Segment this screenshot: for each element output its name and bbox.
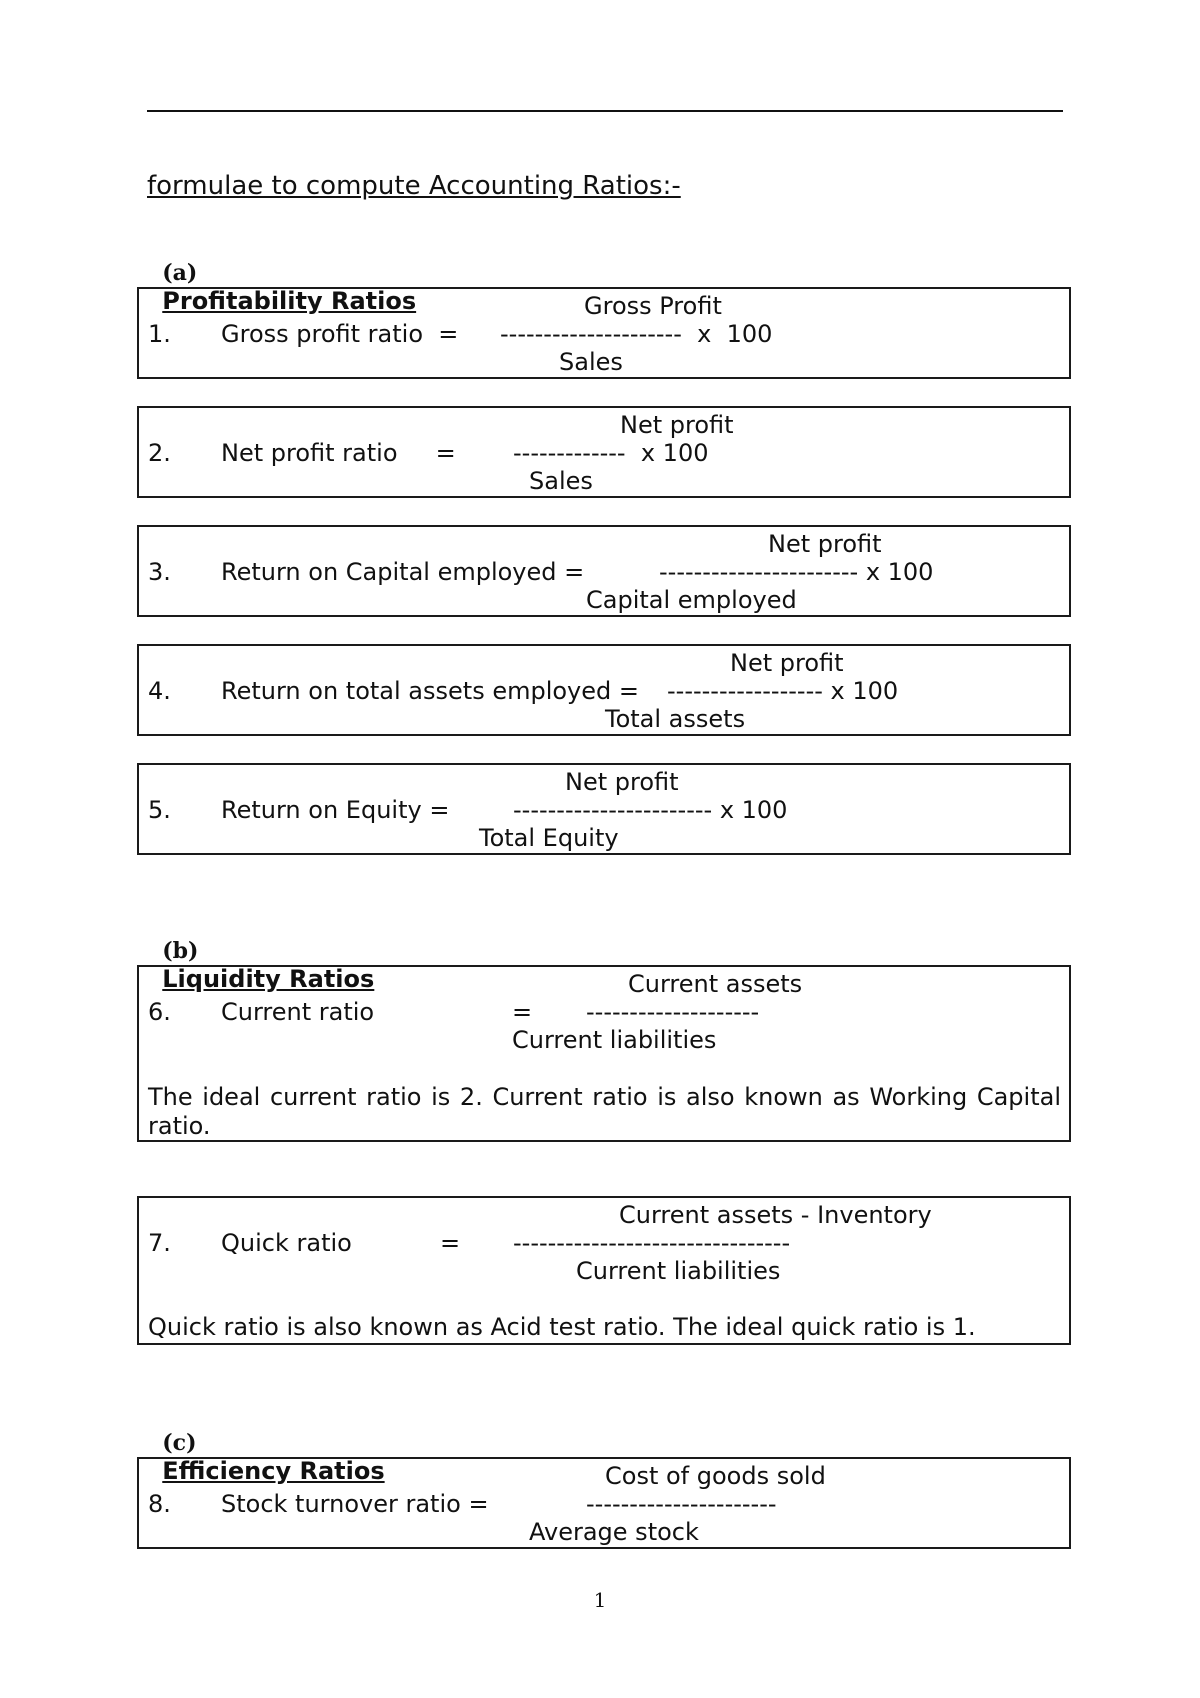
- numerator: Current assets: [628, 970, 803, 998]
- numerator: Net profit: [768, 530, 882, 558]
- denominator: Current liabilities: [512, 1026, 717, 1054]
- section-letter: (b): [162, 938, 199, 964]
- ratio-label: Net profit ratio =: [221, 439, 456, 467]
- fraction-bar: --------------------: [586, 998, 760, 1026]
- ratio-box-8: [137, 1457, 1071, 1549]
- fraction-bar: ----------------------- x 100: [659, 558, 934, 586]
- fraction-bar: ----------------------- x 100: [513, 796, 788, 824]
- numerator: Gross Profit: [584, 292, 722, 320]
- fraction-bar: ----------------------: [586, 1490, 777, 1518]
- ratio-box-2: [137, 406, 1071, 498]
- fraction-bar: ------------------ x 100: [667, 677, 899, 705]
- denominator: Current liabilities: [576, 1257, 781, 1285]
- ratio-number: 1.: [148, 320, 171, 348]
- top-rule: [147, 110, 1063, 112]
- ratio-label: Current ratio: [221, 998, 375, 1026]
- ratio-label: Return on Capital employed =: [221, 558, 585, 586]
- fraction-bar: --------------------- x 100: [500, 320, 773, 348]
- ratio-number: 4.: [148, 677, 171, 705]
- ratio-note: Quick ratio is also known as Acid test ratio. The ideal quick ratio is 1.: [148, 1313, 976, 1341]
- ratio-number: 7.: [148, 1229, 171, 1257]
- denominator: Average stock: [529, 1518, 699, 1546]
- ratio-label: Stock turnover ratio =: [221, 1490, 489, 1518]
- section-letter: (c): [162, 1430, 197, 1456]
- section-letter: (a): [162, 260, 198, 286]
- ratio-note: The ideal current ratio is 2. Current ratio is also known as Working Capital ratio.: [148, 1083, 1061, 1140]
- ratio-label: Return on Equity =: [221, 796, 450, 824]
- ratio-label: Quick ratio: [221, 1229, 352, 1257]
- ratio-number: 6.: [148, 998, 171, 1026]
- denominator: Sales: [559, 348, 623, 376]
- section-name: Profitability Ratios: [162, 287, 417, 315]
- ratio-number: 8.: [148, 1490, 171, 1518]
- ratio-label: Return on total assets employed =: [221, 677, 639, 705]
- ratio-box-5: [137, 763, 1071, 855]
- denominator: Total Equity: [479, 824, 619, 852]
- section-name: Liquidity Ratios: [162, 965, 375, 993]
- numerator: Net profit: [620, 411, 734, 439]
- equals-sign: =: [512, 998, 533, 1026]
- numerator: Net profit: [565, 768, 679, 796]
- fraction-bar: --------------------------------: [513, 1229, 791, 1257]
- denominator: Capital employed: [586, 586, 797, 614]
- page-number: 1: [593, 1588, 607, 1612]
- denominator: Sales: [529, 467, 593, 495]
- equals-sign: =: [440, 1229, 461, 1257]
- ratio-box-1: [137, 287, 1071, 379]
- ratio-box-6: [137, 965, 1071, 1142]
- numerator: Current assets - Inventory: [619, 1201, 932, 1229]
- ratio-label: Gross profit ratio =: [221, 320, 459, 348]
- page-title: formulae to compute Accounting Ratios:-: [147, 171, 681, 201]
- numerator: Cost of goods sold: [605, 1462, 826, 1490]
- ratio-box-3: [137, 525, 1071, 617]
- section-name: Efficiency Ratios: [162, 1457, 385, 1485]
- denominator: Total assets: [605, 705, 746, 733]
- fraction-bar: ------------- x 100: [513, 439, 709, 467]
- ratio-number: 5.: [148, 796, 171, 824]
- numerator: Net profit: [730, 649, 844, 677]
- ratio-box-7: [137, 1196, 1071, 1345]
- ratio-number: 3.: [148, 558, 171, 586]
- ratio-box-4: [137, 644, 1071, 736]
- ratio-number: 2.: [148, 439, 171, 467]
